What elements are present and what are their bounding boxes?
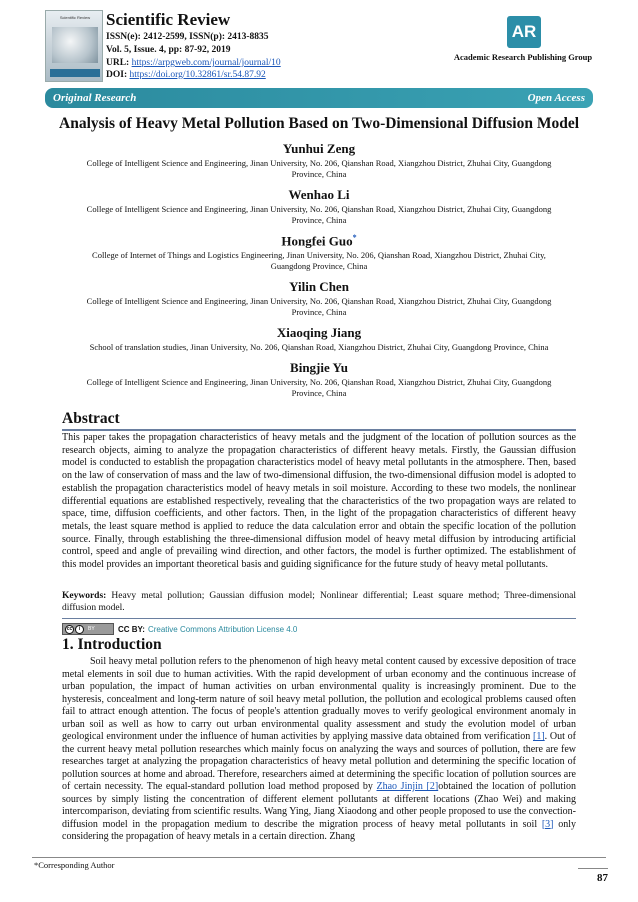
introduction-paragraph: Soil heavy metal pollution refers to the phenomenon of high heavy metal content caused by excessive deposition of trace metal elements in soil due to human activities. With the rapid development of urban economy and the continuous increase of urban population, the impact of human activities on urban environmental quality is increasingly prominent. Due to the hysteresis, concealment and long-term nature of soil heavy metal pollution, the pollution and ecological problems caused often fail to attract enough attention. The focus of people's attention gradually moves to verify geological environment anomaly in urban soil as well as how to carry out urban environmental quality assessment and study the evolution model of urban geological environment under the influence of human activities by applying massive data obtained from verification [1]. Out of the current heavy metal pollution researches which mainly focus on analyzing the ways and sources of pollution, there are few researches target at analyzing the propagation characteristics of heavy metal pollution and determining the specific location of pollution sources at home and abroad. Therefore, researchers aimed at determining the specific location of pollution sources are of certain necessity. The equal-standard pollution load method proposed by Zhao Jinjin [2]obtained the location of pollution sources by simply listing the concentration of different element pollutants at different locations (Zhao Wei) and making intercomparison, deviating from scientific results. Wang Ying, Jiang Xiaodong and other people proposed to use the convection-diffusion model in the propagation medium to describe the migration process of heavy metal pollutants in soil [3] only considering the propagation of heavy metals in a certain direction. Zhang: [62, 656, 576, 842]
abstract-end-rule: [62, 618, 576, 619]
page-number-rule: [578, 868, 608, 869]
article-type: Original Research: [53, 92, 137, 104]
author-name: Wenhao Li: [288, 187, 350, 202]
license-label: CC BY:: [118, 624, 145, 634]
author-affiliation: College of Intelligent Science and Engineering, Jinan University, No. 206, Qianshan Road, Xiangzhou District, Zhuhai City, Guangdong Province, China: [86, 158, 552, 179]
abstract-heading: Abstract: [62, 410, 120, 427]
keywords-label: Keywords:: [62, 591, 107, 601]
page-number: 87: [597, 872, 608, 884]
journal-header: [45, 8, 593, 84]
reference-link[interactable]: Zhao Jinjin [2]: [376, 781, 439, 792]
corresponding-author-note: *Corresponding Author: [34, 860, 115, 870]
abstract-rule: [62, 429, 576, 431]
journal-url-link[interactable]: https://arpgweb.com/journal/journal/10: [131, 58, 281, 68]
author-name: Xiaoqing Jiang: [276, 325, 362, 340]
license-row: [62, 622, 297, 636]
introduction-heading: 1. Introduction: [62, 636, 162, 653]
keywords-list: Heavy metal pollution; Gaussian diffusion model; Nonlinear differential; Least square method; Three-dimensional diffusion model.: [62, 591, 576, 613]
author-name: Bingjie Yu: [290, 360, 348, 375]
journal-cover-image: [45, 10, 103, 82]
keywords: [62, 590, 576, 614]
abstract-text: This paper takes the propagation characteristics of heavy metals and the judgment of the location of pollution sources as the research objects, aiming to analyze the propagation characteristics of different heavy metals. Firstly, the Gaussian diffusion model is conducted to establish the propagation characteristics model of heavy metal pollutants in the atmosphere. Then, based on the law of conservation of mass and the law of two-dimensional diffusion, the two-dimensional diffusion model is adopted to establish the propagation characteristics model of heavy metals in soil moisture. According to these two models, the nonlinear differential equations are established respectively, revealing that the characteristics of the two propagation ways are related to space, time, diffusion coefficients, and other factors. Then, in the light of the propagation characteristics of different heavy metals, the least square method is applied to reduce the data calculation error and obtain the specific location of the pollution source. Finally, through establishing the three-dimensional diffusion model of heavy metal diffusion by introducing artificial control, speed and angle of prevailing wind direction, and other factors, the model is further optimized. The establishment of this model provides an important theoretical basis and guiding significance for the future study of heavy metal pollutants.: [62, 432, 576, 571]
journal-title: Scientific Review: [106, 10, 231, 29]
author-name: Yunhui Zeng: [282, 141, 356, 156]
cover-title: Scientific Review: [59, 15, 91, 20]
journal-volume: Vol. 5, Issue. 4, pp: 87-92, 2019: [106, 45, 231, 55]
publisher-name: Academic Research Publishing Group: [453, 52, 593, 62]
author-affiliation: College of Intelligent Science and Engineering, Jinan University, No. 206, Qianshan Road, Xiangzhou District, Zhuhai City, Guangdong Province, China: [86, 204, 552, 225]
cc-by-license-icon: cc i BY: [62, 623, 114, 635]
journal-url-line: URL: https://arpgweb.com/journal/journal/10: [106, 58, 281, 68]
license-link[interactable]: Creative Commons Attribution License 4.0: [147, 624, 298, 634]
journal-issn: ISSN(e): 2412-2599, ISSN(p): 2413-8835: [106, 32, 269, 42]
author-affiliation: College of Internet of Things and Logistics Engineering, Jinan University, No. 206, Qianshan Road, Xiangzhou District, Zhuhai City, Guangdong Province, China: [92, 250, 546, 271]
journal-doi-link[interactable]: https://doi.org/10.32861/sr.54.87.92: [129, 70, 266, 80]
journal-doi-line: DOI: https://doi.org/10.32861/sr.54.87.92: [106, 70, 266, 80]
reference-link[interactable]: [1]: [533, 731, 545, 742]
author-affiliation: School of translation studies, Jinan University, No. 206, Qianshan Road, Xiangzhou District, Zhuhai City, Guangdong Province, China: [89, 342, 549, 352]
corresponding-author-name: Hongfei Guo*: [281, 233, 357, 249]
paper-title: Analysis of Heavy Metal Pollution Based on Two-Dimensional Diffusion Model: [59, 115, 579, 132]
author-affiliation: College of Intelligent Science and Engineering, Jinan University, No. 206, Qianshan Road, Xiangzhou District, Zhuhai City, Guangdong Province, China: [86, 296, 552, 317]
footnote-rule: [32, 857, 606, 858]
corresponding-mark: *: [352, 233, 357, 242]
article-type-banner: [45, 88, 593, 108]
reference-link[interactable]: [3]: [541, 818, 554, 830]
author-name: Yilin Chen: [289, 279, 349, 294]
publisher-logo: AR: [507, 16, 541, 48]
author-affiliation: College of Intelligent Science and Engineering, Jinan University, No. 206, Qianshan Road, Xiangzhou District, Zhuhai City, Guangdong Province, China: [86, 377, 552, 398]
access-type: Open Access: [527, 92, 585, 104]
